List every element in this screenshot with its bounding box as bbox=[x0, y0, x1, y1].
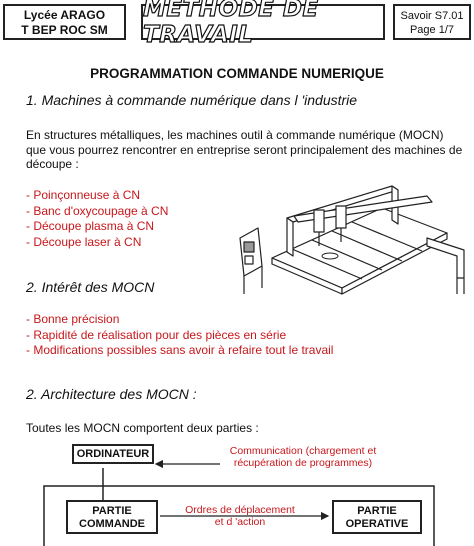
partie-operative-line2: OPERATIVE bbox=[345, 518, 409, 530]
section3-intro: Toutes les MOCN comportent deux parties : bbox=[26, 421, 259, 435]
cnc-machine-illustration bbox=[232, 178, 468, 296]
communication-label: Communication (chargement et récupération de programmes) bbox=[229, 445, 377, 469]
orders-line1: Ordres de déplacement bbox=[185, 504, 295, 516]
section3-heading: 2. Architecture des MOCN : bbox=[26, 386, 197, 402]
section1-list bbox=[26, 188, 168, 250]
partie-operative-box bbox=[332, 500, 422, 534]
ordinateur-label: ORDINATEUR bbox=[76, 448, 150, 460]
list-item: - Banc d'oxycoupage à CN bbox=[26, 203, 169, 218]
document-title: PROGRAMMATION COMMANDE NUMERIQUE bbox=[90, 66, 384, 81]
school-name: Lycée ARAGO bbox=[23, 8, 106, 22]
partie-commande-box bbox=[66, 500, 158, 534]
list-item: - Découpe plasma à CN bbox=[26, 219, 155, 233]
header-school-box bbox=[3, 4, 126, 40]
list-item: - Rapidité de réalisation pour des pièces en série bbox=[26, 327, 287, 342]
partie-commande-line2: COMMANDE bbox=[79, 518, 145, 530]
section2-heading: 2. Intérêt des MOCN bbox=[26, 279, 155, 295]
section1-intro: En structures métalliques, les machines outil à commande numérique (MOCN) que vous pourrez rencontrer en entreprise seront principalement des machines de découpe : bbox=[26, 128, 463, 171]
list-item: - Bonne précision bbox=[26, 312, 120, 326]
list-item: - Découpe laser à CN bbox=[26, 234, 142, 249]
page-number: Page 1/7 bbox=[409, 24, 455, 36]
main-title: METHODE DE TRAVAIL bbox=[143, 0, 319, 48]
orders-label bbox=[170, 504, 310, 528]
header-ref-box bbox=[393, 4, 471, 40]
orders-line2: et d 'action bbox=[214, 516, 266, 528]
header-title-box bbox=[141, 0, 385, 48]
list-item: - Modifications possibles sans avoir à refaire tout le travail bbox=[26, 343, 334, 357]
partie-operative-line1: PARTIE bbox=[357, 505, 397, 517]
section1-heading: 1. Machines à commande numérique dans l 'industrie bbox=[26, 92, 358, 108]
savoir-ref: Savoir S7.01 bbox=[400, 10, 464, 22]
partie-commande-line1: PARTIE bbox=[92, 505, 132, 517]
class-name: T BEP ROC SM bbox=[21, 23, 108, 37]
ordinateur-box bbox=[72, 444, 154, 464]
list-item: - Poinçonneuse à CN bbox=[26, 188, 141, 202]
section2-list bbox=[26, 312, 333, 359]
